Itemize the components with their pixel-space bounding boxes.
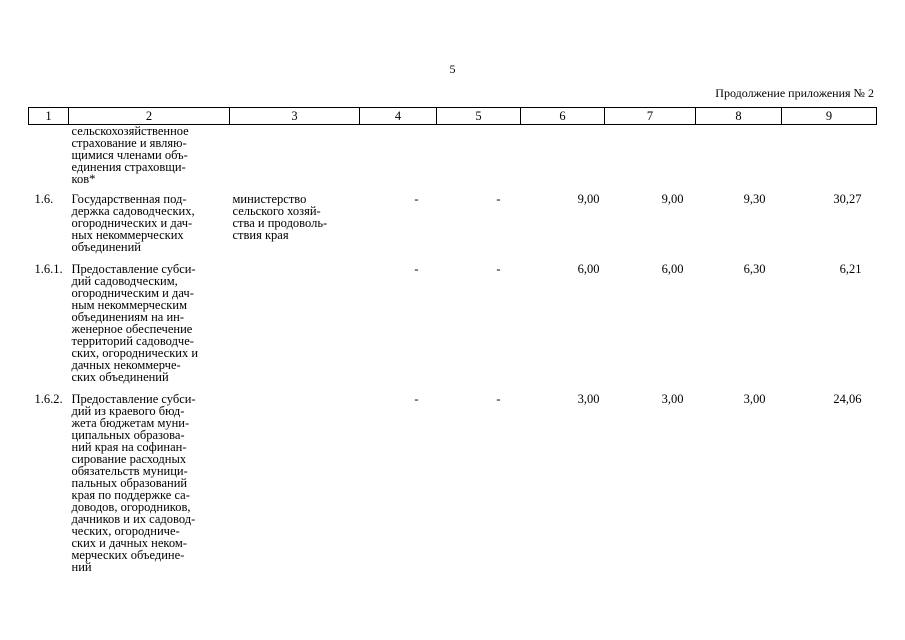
row-name-line: огороднических и дач- (71, 216, 193, 230)
table-row (29, 125, 877, 194)
row-name (69, 125, 230, 194)
continuation-label: Продолжение приложения № 2 (715, 86, 874, 100)
row-value-8 (696, 125, 782, 194)
row-value-6: 3,00 (577, 392, 600, 406)
row-name (69, 263, 230, 393)
row-name-line: дий из краевого бюд- (71, 404, 185, 418)
row-name-line: мерческих объедине- (71, 548, 185, 562)
row-code: 1.6.1. (34, 262, 63, 276)
row-value-9: 6,21 (839, 262, 862, 276)
row-name-line: держка садоводческих, (71, 204, 195, 218)
row-value-7 (605, 125, 696, 194)
row-name-line: щимися членами объ- (71, 148, 188, 162)
row-value-9: 24,06 (833, 392, 862, 406)
row-name-line: сельскохозяйственное (71, 124, 189, 138)
row-name-line: женерное обеспечение (71, 322, 193, 336)
row-name-line: Государственная под- (71, 192, 187, 206)
row-name-line: ческих, огородниче- (71, 524, 180, 538)
header-col-4: 4 (360, 108, 437, 125)
row-value-6: 6,00 (577, 262, 600, 276)
row-name (69, 193, 230, 263)
row-executor (230, 393, 360, 573)
header-col-8: 8 (696, 108, 782, 125)
row-value-5: - (496, 392, 501, 406)
row-executor-line: министерство (232, 192, 307, 206)
row-value-8: 9,30 (743, 192, 766, 206)
row-value-5: - (496, 262, 501, 276)
header-col-9: 9 (782, 108, 877, 125)
row-name-line: страхование и являю- (71, 136, 187, 150)
row-value-5: - (496, 192, 501, 206)
row-executor-line: ства и продоволь- (232, 216, 328, 230)
row-name-line: дачных некоммерче- (71, 358, 181, 372)
row-name-line: ских, огороднических и (71, 346, 199, 360)
row-value-4: - (414, 192, 419, 206)
row-value-5 (437, 125, 521, 194)
row-executor (230, 193, 360, 263)
row-value-8: 6,30 (743, 262, 766, 276)
table-row (29, 393, 877, 573)
row-value-6 (521, 125, 605, 194)
row-value-4 (360, 125, 437, 194)
row-name-line: территорий садоводче- (71, 334, 194, 348)
row-name-line: ских и дачных неком- (71, 536, 187, 550)
row-value-8: 3,00 (743, 392, 766, 406)
table-row (29, 263, 877, 393)
table-header-row (29, 108, 877, 125)
header-col-7: 7 (605, 108, 696, 125)
row-name-line: объединений (71, 240, 142, 254)
row-value-6: 9,00 (577, 192, 600, 206)
header-col-5: 5 (437, 108, 521, 125)
row-name-line: жета бюджетам муни- (71, 416, 190, 430)
appendix-table (28, 107, 877, 573)
row-name-line: ных некоммерческих (71, 228, 184, 242)
row-executor (230, 125, 360, 194)
row-name-line: сирование расходных (71, 452, 187, 466)
row-executor-line: ствия края (232, 228, 289, 242)
row-code: 1.6.2. (34, 392, 63, 406)
row-code: 1.6. (34, 192, 54, 206)
row-name-line: ний (71, 560, 92, 574)
header-col-3: 3 (230, 108, 360, 125)
row-executor (230, 263, 360, 393)
row-value-4: - (414, 262, 419, 276)
row-name-line: ний края на софинан- (71, 440, 187, 454)
table-row (29, 193, 877, 263)
row-value-4: - (414, 392, 419, 406)
header-col-1: 1 (29, 108, 69, 125)
row-name-line: ских объединений (71, 370, 169, 384)
row-name-line: обязательств муници- (71, 464, 188, 478)
row-name (69, 393, 230, 573)
row-name-line: пальных образований (71, 476, 188, 490)
row-value-9: 30,27 (833, 192, 862, 206)
row-name-line: огородническим и дач- (71, 286, 194, 300)
page-number: 5 (449, 62, 456, 76)
row-code (29, 125, 69, 194)
row-name-line: дачников и их садовод- (71, 512, 196, 526)
row-name-line: края по поддержке са- (71, 488, 190, 502)
row-name-line: ципальных образова- (71, 428, 185, 442)
row-name-line: ным некоммерческим (71, 298, 187, 312)
row-name-line: ков* (71, 172, 96, 186)
row-name-line: единения страховщи- (71, 160, 186, 174)
row-value-7: 3,00 (661, 392, 684, 406)
row-value-9 (782, 125, 877, 194)
row-name-line: Предоставление субси- (71, 262, 196, 276)
row-name-line: Предоставление субси- (71, 392, 196, 406)
row-name-line: объединениям на ин- (71, 310, 184, 324)
header-col-6: 6 (521, 108, 605, 125)
row-value-7: 9,00 (661, 192, 684, 206)
row-name-line: доводов, огородников, (71, 500, 191, 514)
row-executor-line: сельского хозяй- (232, 204, 321, 218)
header-col-2: 2 (69, 108, 230, 125)
row-value-7: 6,00 (661, 262, 684, 276)
row-name-line: дий садоводческим, (71, 274, 178, 288)
